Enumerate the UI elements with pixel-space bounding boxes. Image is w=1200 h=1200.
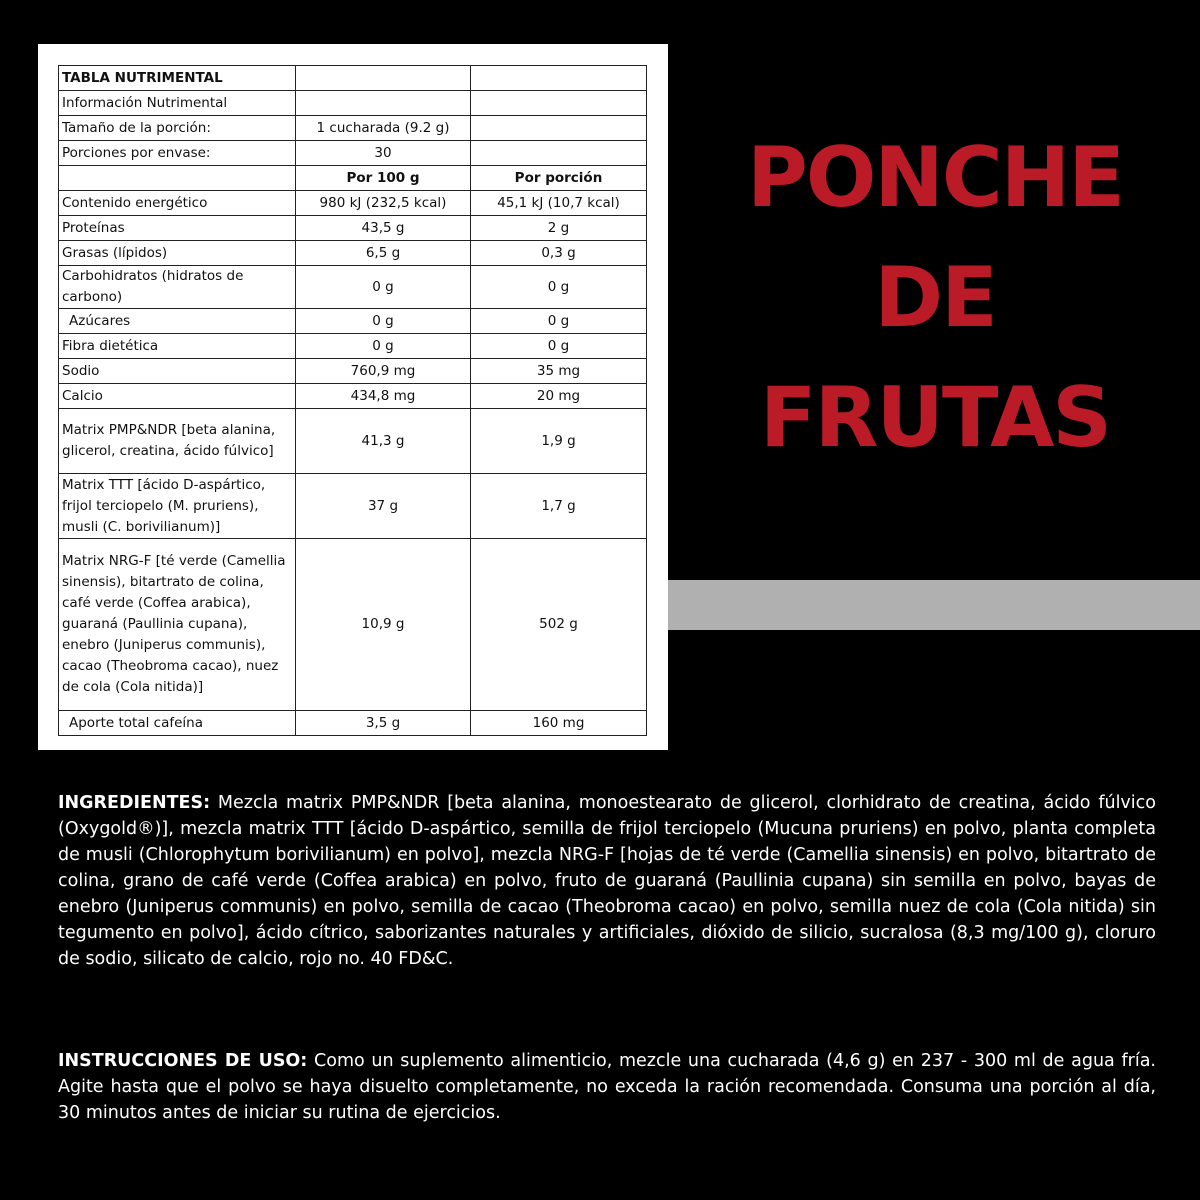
title-line: DE [874,249,996,346]
nutrient-name: Aporte total cafeína [59,711,296,736]
nutrient-portion: 0,3 g [471,241,647,266]
usage-label: INSTRUCCIONES DE USO: [58,1051,308,1071]
nutrient-portion: 160 mg [471,711,647,736]
table-row [59,309,647,334]
nutrient-name: Carbohidratos (hidratos de carbono) [59,266,296,309]
nutrient-per100: 0 g [296,309,471,334]
table-row [59,216,647,241]
nutrient-name: Matrix PMP&NDR [beta alanina, glicerol, creatina, ácido fúlvico] [59,409,296,474]
nutrient-portion: 2 g [471,216,647,241]
nutrition-table [58,65,647,736]
nutrient-name: Contenido energético [59,191,296,216]
info-heading: Información Nutrimental [59,91,296,116]
table-row [59,384,647,409]
table-heading: TABLA NUTRIMENTAL [59,66,296,91]
nutrient-per100: 3,5 g [296,711,471,736]
nutrient-name: Calcio [59,384,296,409]
ingredients-paragraph [58,790,1156,972]
nutrient-per100: 980 kJ (232,5 kcal) [296,191,471,216]
servings-value: 30 [296,141,471,166]
nutrient-per100: 10,9 g [296,539,471,711]
nutrient-per100: 41,3 g [296,409,471,474]
col-header-portion: Por porción [471,166,647,191]
nutrient-portion: 1,7 g [471,474,647,539]
nutrient-name: Matrix NRG-F [té verde (Camellia sinensis), bitartrato de colina, café verde (Coffea arabica), guaraná (Paullinia cupana), enebro (Juniperus communis), cacao (Theobroma cacao), nuez de cola (Cola nitida)] [59,539,296,711]
table-row [59,141,647,166]
nutrient-per100: 0 g [296,266,471,309]
ingredients-text: Mezcla matrix PMP&NDR [beta alanina, monoestearato de glicerol, clorhidrato de creatina, ácido fúlvico (Oxygold®)], mezcla matrix TTT [ácido D-aspártico, semilla de frijol terciopelo (Mucuna pruriens) en polvo, planta completa de musli (Chlorophytum borivilianum) en polvo], mezcla NRG-F [hojas de té verde (Camellia sinensis) en polvo, bitartrato de colina, grano de café verde (Coffea arabica) en polvo, fruto de guaraná (Paullinia cupana) sin semilla en polvo, bayas de enebro (Juniperus communis) en polvo, semilla de cacao (Theobroma cacao) en polvo, semilla nuez de cola (Cola nitida) sin tegumento en polvo], ácido cítrico, saborizantes naturales y artificiales, dióxido de silicio, sucralosa (8,3 mg/100 g), cloruro de sodio, silicato de calcio, rojo no. 40 FD&C. [58,793,1156,969]
nutrient-per100: 43,5 g [296,216,471,241]
usage-text: Como un suplemento alimenticio, mezcle una cucharada (4,6 g) en 237 - 300 ml de agua fría. Agite hasta que el polvo se haya disuelto completamente, no exceda la ración recomendada. Consuma una porción al día, 30 minutos antes de iniciar su rutina de ejercicios. [58,1051,1156,1123]
gray-divider-bar [668,580,1200,630]
table-row [59,359,647,384]
title-line: FRUTAS [759,369,1111,466]
nutrition-panel [38,44,668,750]
nutrient-per100: 0 g [296,334,471,359]
table-row [59,266,647,309]
nutrient-portion: 35 mg [471,359,647,384]
nutrient-per100: 760,9 mg [296,359,471,384]
table-row [59,334,647,359]
product-title [700,118,1170,478]
nutrient-per100: 434,8 mg [296,384,471,409]
nutrient-name: Proteínas [59,216,296,241]
nutrient-name: Azúcares [59,309,296,334]
table-row [59,116,647,141]
nutrient-portion: 20 mg [471,384,647,409]
nutrient-name: Matrix TTT [ácido D-aspártico, frijol terciopelo (M. pruriens), musli (C. borivilianum)] [59,474,296,539]
nutrient-portion: 45,1 kJ (10,7 kcal) [471,191,647,216]
nutrient-per100: 6,5 g [296,241,471,266]
col-header-100g: Por 100 g [296,166,471,191]
table-row [59,166,647,191]
table-row [59,191,647,216]
usage-paragraph [58,1048,1156,1126]
serving-value: 1 cucharada (9.2 g) [296,116,471,141]
title-line: PONCHE [747,129,1123,226]
table-row [59,241,647,266]
table-row [59,539,647,711]
ingredients-label: INGREDIENTES: [58,793,211,813]
nutrient-name: Fibra dietética [59,334,296,359]
serving-label: Tamaño de la porción: [59,116,296,141]
nutrient-portion: 0 g [471,266,647,309]
nutrient-name: Sodio [59,359,296,384]
nutrient-portion: 502 g [471,539,647,711]
nutrient-name: Grasas (lípidos) [59,241,296,266]
table-row [59,474,647,539]
nutrient-portion: 1,9 g [471,409,647,474]
table-row [59,711,647,736]
table-row [59,66,647,91]
nutrient-per100: 37 g [296,474,471,539]
nutrient-portion: 0 g [471,309,647,334]
table-row [59,409,647,474]
table-row [59,91,647,116]
nutrient-portion: 0 g [471,334,647,359]
servings-label: Porciones por envase: [59,141,296,166]
